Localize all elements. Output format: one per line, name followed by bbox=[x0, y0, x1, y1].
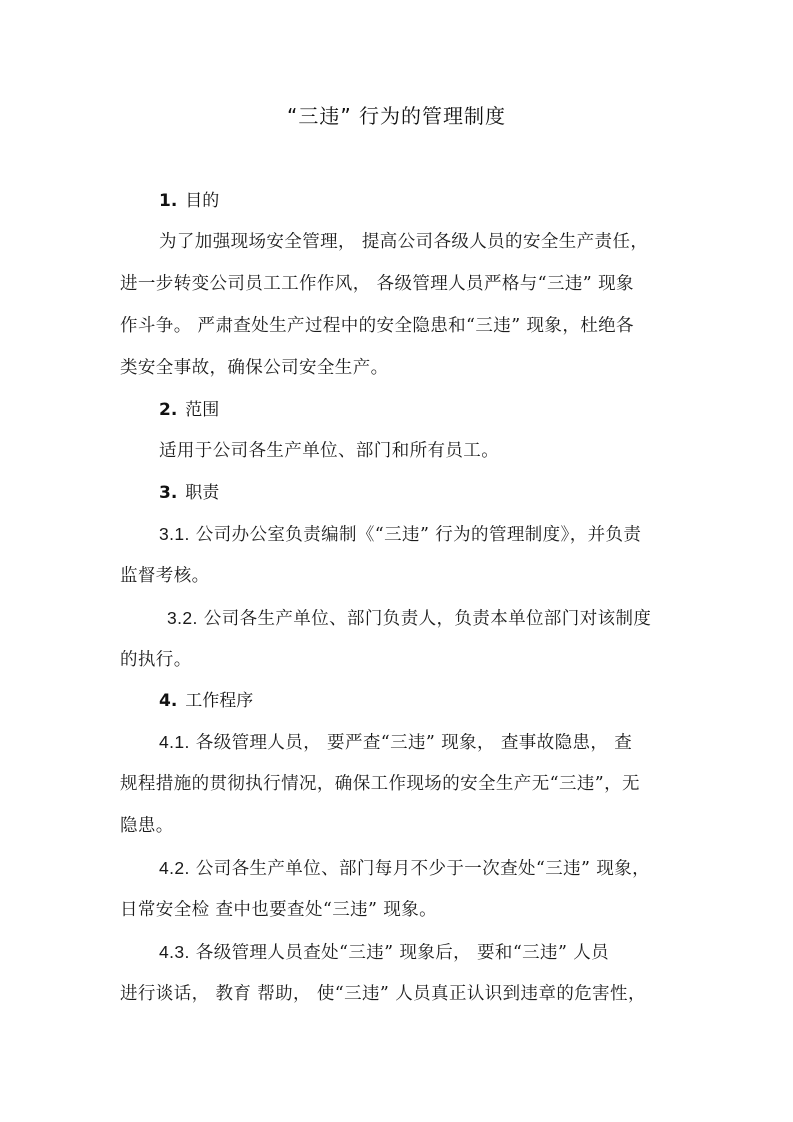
clause-line bbox=[159, 940, 676, 965]
section-heading-purpose bbox=[159, 189, 219, 213]
paragraph-line: 为了加强现场安全管理， 提高公司各级人员的安全生产责任， bbox=[159, 232, 649, 252]
clause-text: 各级管理人员查处“三违” 现象后， 要和“三违” 人员 bbox=[195, 943, 610, 963]
clause-line bbox=[159, 522, 676, 547]
section-heading-procedure bbox=[159, 689, 253, 713]
document-title: “三违” 行为的管理制度 bbox=[286, 104, 507, 128]
section-number: 1. bbox=[159, 191, 178, 211]
section-number: 2. bbox=[159, 400, 178, 420]
clause-line bbox=[159, 730, 676, 755]
section-number: 3. bbox=[159, 483, 178, 503]
paragraph-line: 的执行。 bbox=[120, 650, 192, 670]
clause-number: 4.1. bbox=[159, 732, 190, 752]
paragraph-line: 隐患。 bbox=[120, 816, 174, 836]
paragraph-line: 进一步转变公司员工工作作风， 各级管理人员严格与“三违” 现象 bbox=[120, 274, 634, 294]
clause-number: 4.3. bbox=[159, 942, 190, 962]
clause-line bbox=[167, 606, 676, 631]
section-number: 4. bbox=[159, 691, 178, 711]
paragraph-line: 作斗争。 严肃查处生产过程中的安全隐患和“三违” 现象，杜绝各 bbox=[120, 316, 634, 336]
paragraph-line: 类安全事故，确保公司安全生产。 bbox=[120, 358, 389, 378]
clause-number: 3.2. bbox=[167, 608, 198, 628]
section-heading-scope bbox=[159, 398, 219, 422]
clause-text: 公司各生产单位、部门负责人，负责本单位部门对该制度 bbox=[203, 609, 652, 629]
section-title: 目的 bbox=[185, 191, 220, 211]
clause-text: 各级管理人员， 要严查“三违” 现象， 查事故隐患， 查 bbox=[195, 733, 633, 753]
section-title: 范围 bbox=[185, 400, 220, 420]
paragraph-line: 适用于公司各生产单位、部门和所有员工。 bbox=[159, 441, 500, 461]
clause-number: 4.2. bbox=[159, 858, 190, 878]
clause-text: 公司办公室负责编制《“三违” 行为的管理制度》，并负责 bbox=[195, 525, 642, 545]
paragraph-line: 规程措施的贯彻执行情况，确保工作现场的安全生产无“三违”，无 bbox=[120, 774, 640, 794]
paragraph-line: 监督考核。 bbox=[120, 566, 210, 586]
section-title: 职责 bbox=[185, 483, 220, 503]
clause-number: 3.1. bbox=[159, 524, 190, 544]
clause-text: 公司各生产单位、部门每月不少于一次查处“三违” 现象， bbox=[195, 859, 651, 879]
paragraph-line: 日常安全检 查中也要查处“三违” 现象。 bbox=[120, 900, 438, 920]
clause-line bbox=[159, 856, 676, 881]
section-heading-responsibilities bbox=[159, 481, 219, 505]
paragraph-line: 进行谈话， 教育 帮助， 使“三违” 人员真正认识到违章的危害性， bbox=[120, 984, 646, 1004]
section-title: 工作程序 bbox=[185, 691, 254, 711]
